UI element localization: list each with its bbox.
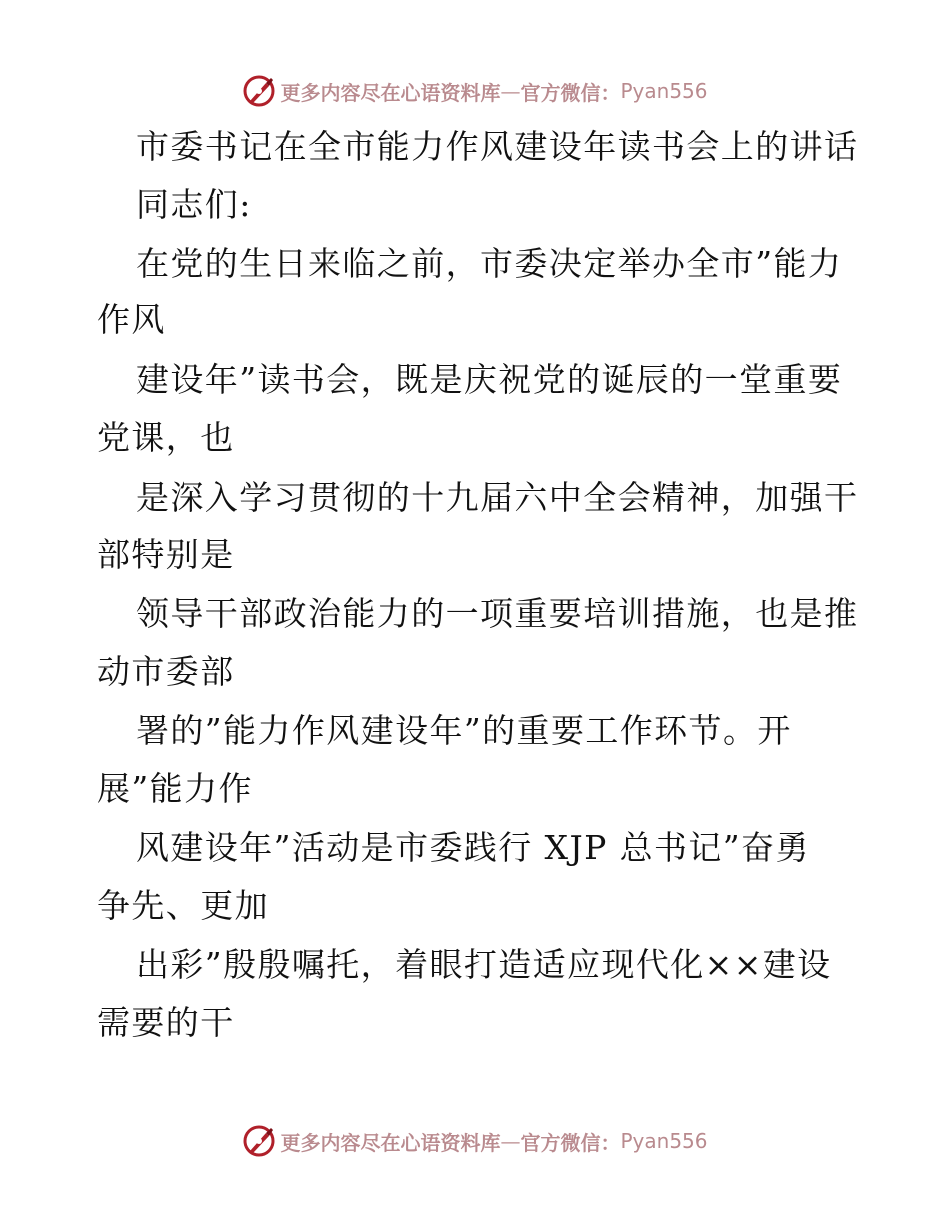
quill-pen-logo-icon (242, 74, 276, 108)
watermark-label: 更多内容尽在心语资料库 (280, 80, 501, 105)
paragraph-line: 出彩”殷殷嘱托，着眼打造适应现代化××建设 (136, 945, 832, 984)
paragraph-line: 动市委部 (97, 652, 235, 691)
watermark-account: Pyan556 (620, 79, 708, 103)
paragraph-line: 建设年”读书会，既是庆祝党的诞辰的一堂重要 (136, 360, 843, 399)
document-title: 市委书记在全市能力作风建设年读书会上的讲话 (136, 127, 859, 166)
watermark-label: 更多内容尽在心语资料库 (280, 1130, 501, 1155)
watermark-wechat-label: 官方微信： (520, 80, 621, 105)
watermark-wechat-label: 官方微信： (520, 1130, 621, 1155)
paragraph-line: 需要的干 (97, 1003, 235, 1042)
header-watermark (0, 71, 950, 111)
paragraph-line: 风建设年”活动是市委践行 XJP 总书记”奋勇 (136, 828, 810, 867)
paragraph-line: 党课，也 (97, 418, 235, 457)
quill-pen-logo-icon (242, 1124, 276, 1158)
paragraph-line: 作风 (97, 300, 166, 339)
watermark-account: Pyan556 (620, 1129, 708, 1153)
watermark-dash: — (500, 79, 521, 103)
paragraph-line: 领导干部政治能力的一项重要培训措施，也是推 (136, 594, 859, 633)
paragraph-line: 部特别是 (97, 535, 235, 574)
paragraph-line: 在党的生日来临之前，市委决定举办全市”能力 (136, 244, 843, 283)
document-salutation: 同志们: (136, 185, 252, 224)
paragraph-line: 署的”能力作风建设年”的重要工作环节。开 (136, 711, 792, 750)
watermark-dash: — (500, 1129, 521, 1153)
paragraph-line: 展”能力作 (97, 769, 253, 808)
paragraph-line: 争先、更加 (97, 886, 269, 925)
footer-watermark (0, 1121, 950, 1161)
paragraph-line: 是深入学习贯彻的十九届六中全会精神，加强干 (136, 478, 859, 517)
